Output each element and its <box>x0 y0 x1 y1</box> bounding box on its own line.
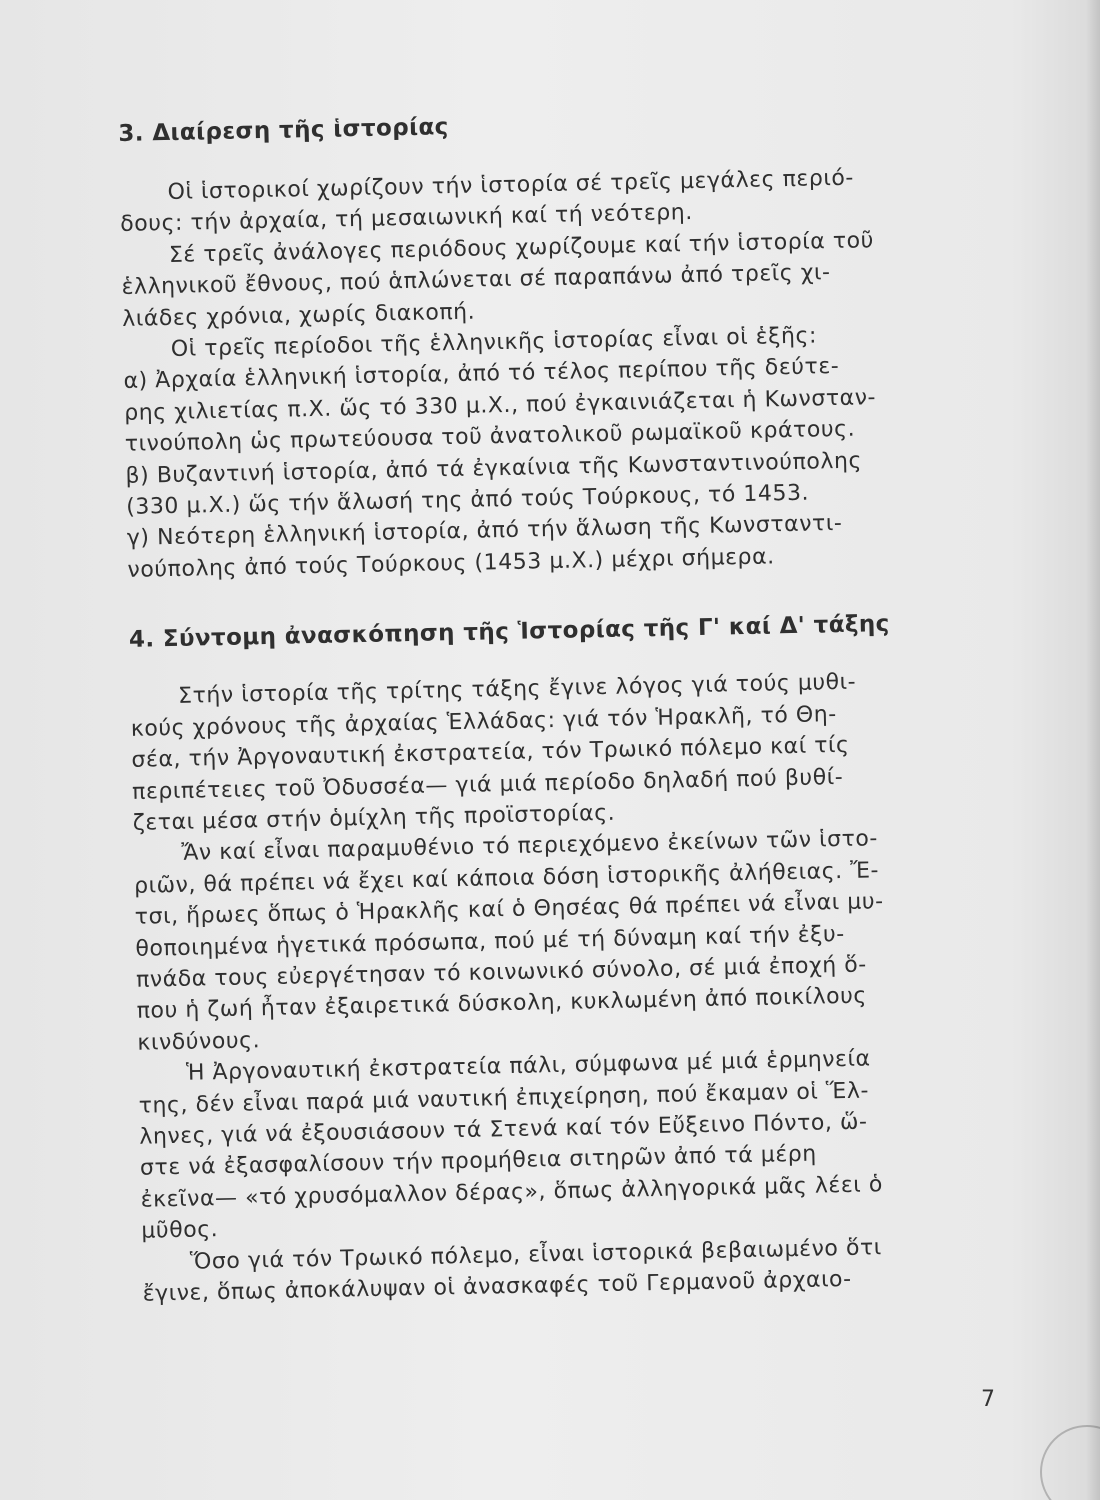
text-line: ζεται μέσα στήν ὁμίχλη τῆς προϊστορίας. <box>132 800 616 836</box>
text-line: λιάδες χρόνια, χωρίς διακοπή. <box>121 299 476 332</box>
text-line: (330 μ.Χ.) ὥς τήν ἅλωσή της ἀπό τούς Τούρκους, τό 1453. <box>125 480 810 520</box>
text-line: γ) Νεότερη ἑλληνική ἱστορία, ἀπό τήν ἅλωση τῆς Κωνσταντι- <box>126 511 843 552</box>
text-line: που ἡ ζωή ἦταν ἐξαιρετικά δύσκολη, κυκλωμένη ἀπό ποικίλους <box>136 983 868 1025</box>
text-line: της, δέν εἶναι παρά μιά ναυτική ἐπιχείρηση, πού ἔκαμαν οἱ Ἕλ- <box>138 1078 870 1119</box>
text-line: Στήν ἱστορία τῆς τρίτης τάξης ἔγινε λόγος γιά τούς μυθι- <box>177 669 857 710</box>
text-line: ληνες, γιά νά ἐξουσιάσουν τά Στενά καί τόν Εὔξεινο Πόντο, ὥ- <box>139 1109 868 1150</box>
text-line: κινδύνους. <box>137 1027 261 1056</box>
text-line: θοποιημένα ἡγετικά πρόσωπα, πού μέ τή δύναμη καί τήν ἐξυ- <box>135 921 845 962</box>
text-line: Οἱ ἱστορικοί χωρίζουν τήν ἱστορία σέ τρεῖς μεγάλες περιό- <box>167 165 855 205</box>
text-line: σέα, τήν Ἀργοναυτική ἐκστρατεία, τόν Τρωικό πόλεμο καί τίς <box>131 732 850 773</box>
section-brief-review <box>129 604 1023 1310</box>
section-body <box>130 664 1023 1310</box>
text-line: ἐκεῖνα— «τό χρυσόμαλλον δέρας», ὅπως ἀλληγορικά μᾶς λέει ὁ <box>140 1172 884 1213</box>
page-number: 7 <box>981 1387 995 1412</box>
section-division-of-history <box>118 98 1008 587</box>
section-heading: 4. Σύντομη ἀνασκόπηση τῆς Ἱστορίας τῆς Γ' καί Δ' τάξης <box>128 611 890 654</box>
text-line: Ὅσο γιά τόν Τρωικό πόλεμο, εἶναι ἱστορικά βεβαιωμένο ὅτι <box>189 1234 883 1275</box>
text-line: τινούπολη ὡς πρωτεύουσα τοῦ ἀνατολικοῦ ρωμαϊκοῦ κράτους. <box>124 416 856 458</box>
text-line: περιπέτειες τοῦ Ὀδυσσέα— γιά μιά περίοδο δηλαδή πού βυθί- <box>131 764 844 805</box>
text-line: νούπολης ἀπό τούς Τούρκους (1453 μ.Χ.) μέχρι σήμερα. <box>127 544 775 583</box>
text-line: πνάδα τους εὐεργέτησαν τό κοινωνικό σύνολο, σέ μιά ἐποχή ὅ- <box>135 952 868 993</box>
text-line: Οἱ τρεῖς περίοδοι τῆς ἑλληνικῆς ἱστορίας εἶναι οἱ ἑξῆς: <box>170 323 818 362</box>
text-line: ρης χιλιετίας π.Χ. ὥς τό 330 μ.Χ., πού ἐγκαινιάζεται ἡ Κωνσταν- <box>123 385 877 426</box>
text-line: β) Βυζαντινή ἱστορία, ἀπό τά ἐγκαίνια τῆς Κωνσταντινούπολης <box>125 448 863 489</box>
text-line: Σέ τρεῖς ἀνάλογες περιόδους χωρίζουμε καί τήν ἱστορία τοῦ <box>168 228 875 268</box>
text-line: μῦθος. <box>141 1217 219 1244</box>
text-line: Ἄν καί εἶναι παραμυθένιο τό περιεχόμενο ἐκείνων τῶν ἱστο- <box>181 826 879 867</box>
text-line: Ἡ Ἀργοναυτική ἐκστρατεία πάλι, σύμφωνα μέ μιά ἑρμηνεία <box>185 1046 871 1086</box>
text-line: α) Ἀρχαία ἑλληνική ἱστορία, ἀπό τό τέλος περίπου τῆς δεύτε- <box>123 354 840 395</box>
section-body <box>119 160 1007 587</box>
page-spine-shadow <box>1086 0 1100 1500</box>
text-line: ριῶν, θά πρέπει νά ἔχει καί κάποια δόση ἱστορικῆς ἀλήθειας. Ἔ- <box>133 857 880 899</box>
text-line: στε νά ἐξασφαλίσουν τήν προμήθεια σιτηρῶν ἀπό τά μέρη <box>139 1141 818 1182</box>
text-line: ἔγινε, ὅπως ἀποκάλυψαν οἱ ἀνασκαφές τοῦ Γερμανοῦ ἀρχαιο- <box>142 1266 852 1307</box>
text-line: τσι, ἥρωες ὅπως ὁ Ἡρακλῆς καί ὁ Θησέας θά πρέπει νά εἶναι μυ- <box>134 889 884 930</box>
text-line: κούς χρόνους τῆς ἀρχαίας Ἑλλάδας: γιά τόν Ἡρακλῆ, τό Θη- <box>130 701 838 742</box>
page-content <box>118 98 1024 1345</box>
text-line: ἑλληνικοῦ ἔθνους, πού ἁπλώνεται σέ παραπάνω ἀπό τρεῖς χι- <box>121 260 831 301</box>
section-heading: 3. Διαίρεση τῆς ἱστορίας <box>118 114 449 147</box>
text-line: δους: τήν ἀρχαία, τή μεσαιωνική καί τή νεότερη. <box>120 200 694 238</box>
